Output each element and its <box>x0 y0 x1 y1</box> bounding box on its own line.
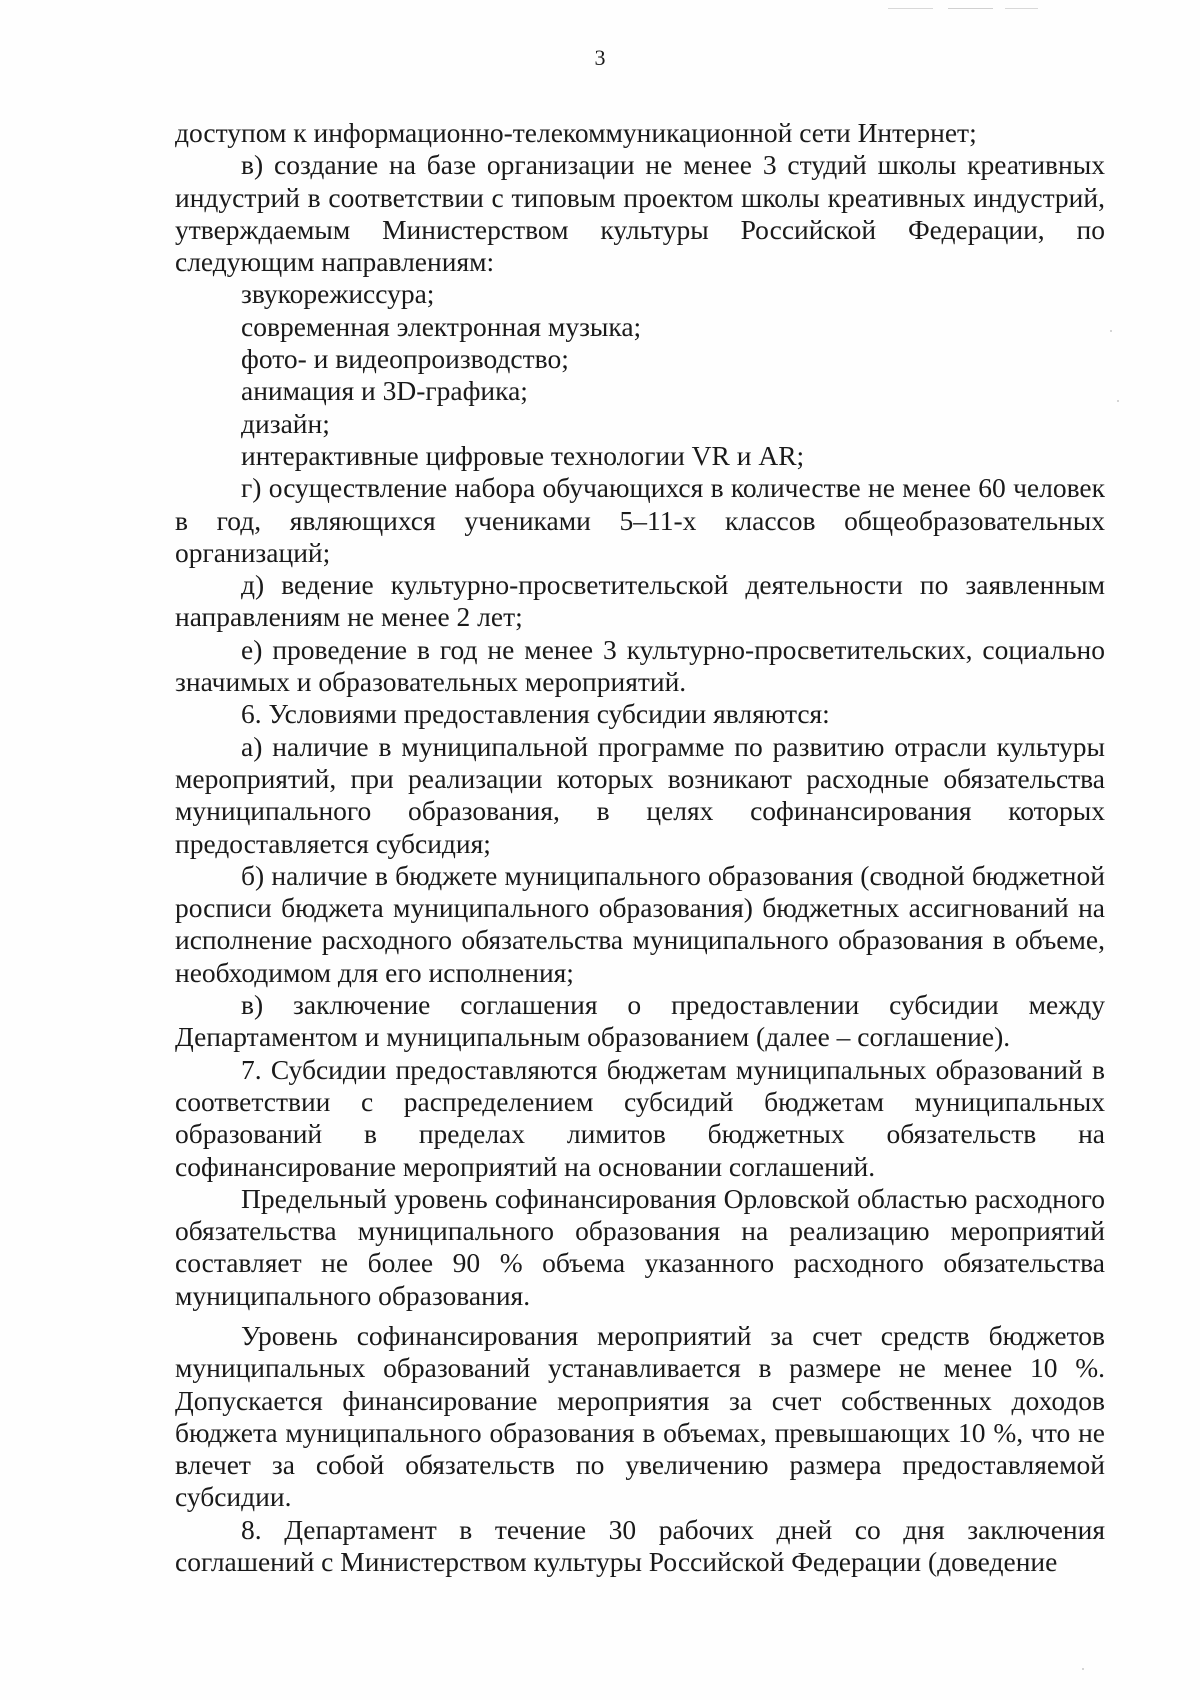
list-item: фото- и видеопроизводство; <box>241 343 569 375</box>
scan-speck <box>1082 1668 1084 1670</box>
paragraph: в) заключение соглашения о предоставлении субсидии между Департаментом и муниципальным образованием (далее – соглашение). <box>175 989 1105 1053</box>
list-item: дизайн; <box>241 407 330 439</box>
scan-speck <box>1110 330 1112 332</box>
scan-speck <box>1117 400 1119 402</box>
paragraph: б) наличие в бюджете муниципального образования (сводной бюджетной росписи бюджета муниципального образования) бюджетных ассигнований на исполнение расходного обязательства муниципального образования в объеме, необходимом для его исполнения; <box>175 859 1105 988</box>
paragraph: 8. Департамент в течение 30 рабочих дней со дня заключения соглашений с Министерством культуры Российской Федерации (доведение <box>175 1513 1105 1578</box>
paragraph: а) наличие в муниципальной программе по развитию отрасли культуры мероприятий, при реализации которых возникают расходные обязательства муниципального образования, в целях софинансирования которых предоставляется субсидия; <box>175 730 1105 859</box>
paragraph: 7. Субсидии предоставляются бюджетам муниципальных образований в соответствии с распределением субсидий бюджетам муниципальных образований в пределах лимитов бюджетных обязательств на софинансирование мероприятий на основании соглашений. <box>175 1053 1105 1182</box>
paragraph: г) осуществление набора обучающихся в количестве не менее 60 человек в год, являющихся учениками 5–11-х классов общеобразовательных организаций; <box>175 472 1105 568</box>
paragraph: е) проведение в год не менее 3 культурно-просветительских, социально значимых и образовательных мероприятий. <box>175 633 1105 698</box>
paragraph: Уровень софинансирования мероприятий за счет средств бюджетов муниципальных образований устанавливается в размере не менее 10 %. Допускается финансирование мероприятия за счет собственных доходов бюджета муниципального образования в объемах, превышающих 10 %, что не влечет за собой обязательств по увеличению размера предоставляемой субсидии. <box>175 1319 1105 1513</box>
paragraph: в) создание на базе организации не менее 3 студий школы креативных индустрий в соответствии с типовым проектом школы креативных индустрий, утверждаемым Министерством культуры Российской Федерации, по следующим направлениям: <box>175 149 1105 278</box>
scan-edge-mark <box>888 8 1038 9</box>
list-item: современная электронная музыка; <box>241 310 642 342</box>
list-item: звукорежиссура; <box>241 278 435 310</box>
list-item: интерактивные цифровые технологии VR и AR; <box>241 439 805 471</box>
paragraph: д) ведение культурно-просветительской деятельности по заявленным направлениям не менее 2 лет; <box>175 569 1105 633</box>
paragraph: доступом к информационно-телекоммуникационной сети Интернет; <box>175 117 977 148</box>
paragraph: Предельный уровень софинансирования Орловской областью расходного обязательства муниципального образования на реализацию мероприятий составляет не более 90 % объема указанного расходного обязательства муниципального образования. <box>175 1182 1105 1311</box>
document-body <box>175 117 1105 1578</box>
list-item: анимация и 3D-графика; <box>241 375 528 407</box>
section-heading-paragraph: 6. Условиями предоставления субсидии являются: <box>241 698 830 730</box>
page-number: 3 <box>594 45 606 70</box>
